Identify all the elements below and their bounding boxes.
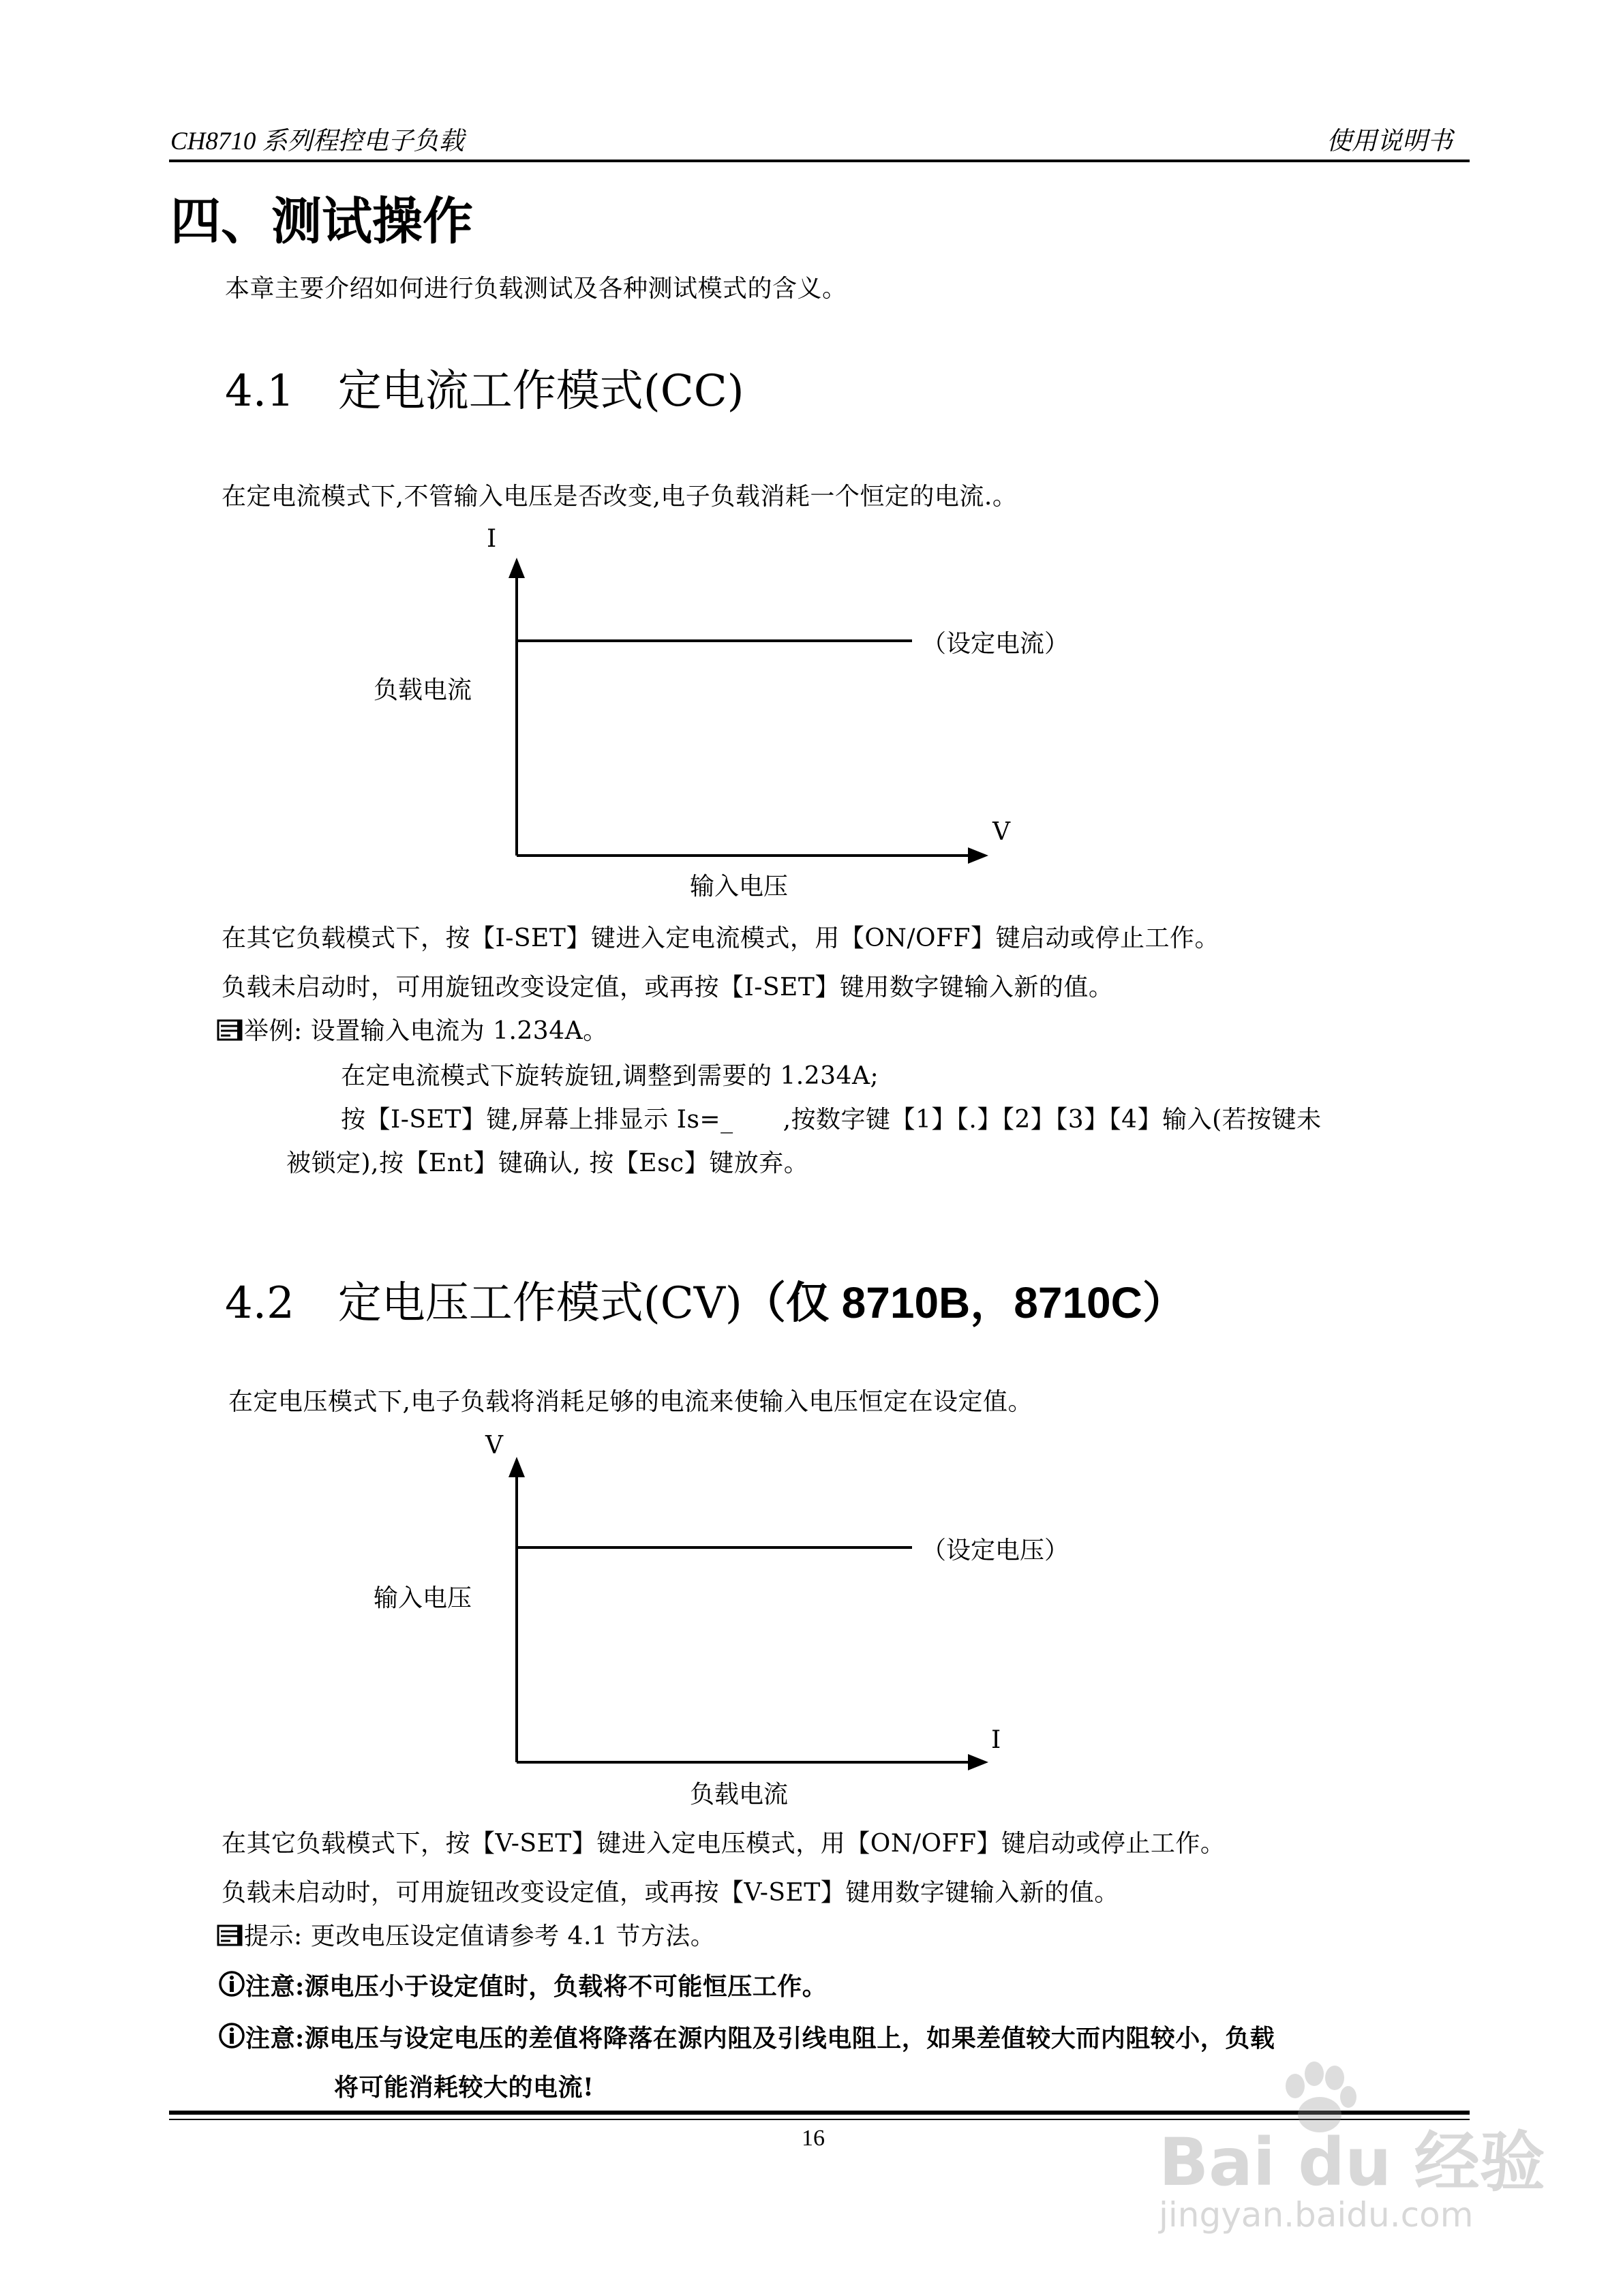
section-cv-para1: 在其它负载模式下，按【V-SET】键进入定电压模式，用【ON/OFF】键启动或停止工作。 [222, 1830, 1226, 1858]
section-cv-tip [217, 1917, 715, 1953]
cc-line-label: （设定电流） [922, 630, 1070, 658]
cc-y-arrow [509, 558, 525, 578]
cv-diagram [443, 1421, 1125, 1803]
example-text: 设置输入电流为 1.234A。 [310, 1017, 608, 1045]
note2-text: 源电压与设定电压的差值将降落在源内阻及引线电阻上，如果差值较大而内阻较小，负载 [304, 2024, 1275, 2053]
note1-text: 源电压小于设定值时，负载将不可能恒压工作。 [304, 1972, 828, 2001]
section-cv-para2: 负载未启动时，可用旋钮改变设定值，或再按【V-SET】键用数字键输入新的值。 [222, 1879, 1119, 1907]
cc-y-axis-label: 负载电流 [374, 676, 472, 704]
tip-label: 提示: [244, 1922, 303, 1950]
header-title: CH8710 系列程控电子负载 [170, 127, 464, 155]
chapter-title: 四、测试操作 [170, 192, 473, 251]
section-cv-heading-note: （仅 8710B，8710C） [742, 1278, 1186, 1327]
cv-x-axis-symbol: I [991, 1726, 1001, 1754]
cc-x-axis-label: 输入电压 [690, 873, 789, 901]
watermark-brand: Bai du 经验 [1159, 2124, 1545, 2201]
cc-y-axis-symbol: I [487, 525, 497, 553]
cv-x-arrow [968, 1754, 988, 1770]
cv-y-arrow [509, 1457, 525, 1477]
section-cv-note2 [218, 2019, 1275, 2055]
cv-y-axis-label: 输入电压 [374, 1584, 472, 1612]
section-cc-description: 在定电流模式下,不管输入电压是否改变,电子负载消耗一个恒定的电流.。 [222, 483, 1018, 511]
section-cv-heading-main: 4.2 定电压工作模式(CV) [225, 1278, 742, 1329]
section-cv-note2-cont: 将可能消耗较大的电流! [334, 2073, 594, 2102]
note2-label: 注意: [245, 2024, 305, 2053]
section-cc-example [217, 1012, 608, 1048]
cv-diagram-svg [443, 1421, 1125, 1803]
example-step2: 按【I-SET】键,屏幕上排显示 Is=_ ,按数字键【1】【.】【2】【3】【4】输入(若按键未 [341, 1106, 1322, 1134]
cc-diagram [443, 518, 1125, 900]
section-cv-description: 在定电压模式下,电子负载将消耗足够的电流来使输入电压恒定在设定值。 [228, 1388, 1033, 1416]
example-step3: 被锁定),按【Ent】键确认, 按【Esc】键放弃。 [286, 1149, 809, 1177]
example-label: 举例: [244, 1017, 303, 1045]
header-doc-type: 使用说明书 [1326, 127, 1453, 155]
note-pad-icon [217, 1018, 244, 1048]
watermark-url: jingyan.baidu.com [1159, 2195, 1474, 2235]
cc-x-axis-symbol: V [992, 818, 1010, 846]
info-icon [218, 1970, 245, 2004]
cc-x-arrow [968, 847, 988, 864]
note-pad-icon [217, 1924, 244, 1953]
page-number: 16 [802, 2126, 825, 2151]
section-cv-heading [225, 1268, 1186, 1331]
cv-y-axis-symbol: V [485, 1432, 503, 1460]
tip-text: 更改电压设定值请参考 4.1 节方法。 [310, 1922, 716, 1950]
section-cc-para2: 负载未启动时，可用旋钮改变设定值，或再按【I-SET】键用数字键输入新的值。 [222, 973, 1114, 1001]
cv-line-label: （设定电压） [922, 1537, 1070, 1565]
cv-x-axis-label: 负载电流 [690, 1781, 789, 1809]
cc-diagram-svg [443, 518, 1125, 900]
section-cv-note1 [218, 1967, 827, 2004]
note1-label: 注意: [245, 1972, 305, 2001]
header-rule [169, 160, 1470, 162]
section-cc-para1: 在其它负载模式下，按【I-SET】键进入定电流模式，用【ON/OFF】键启动或停止工作。 [222, 924, 1219, 952]
example-step1: 在定电流模式下旋转旋钮,调整到需要的 1.234A; [341, 1062, 879, 1090]
section-cc-heading: 4.1 定电流工作模式(CC) [225, 366, 744, 417]
chapter-intro: 本章主要介绍如何进行负载测试及各种测试模式的含义。 [225, 275, 847, 303]
info-icon [218, 2022, 245, 2055]
